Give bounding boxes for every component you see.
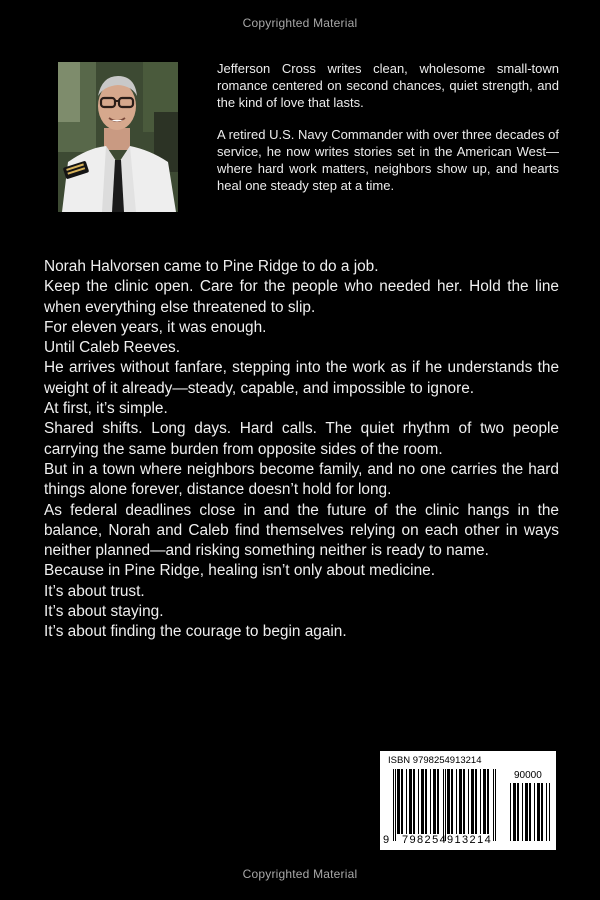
isbn-barcode <box>380 751 556 850</box>
barcode-digits-left: 798254 <box>402 834 448 846</box>
book-description <box>44 257 559 643</box>
blurb-line: As federal deadlines close in and the future of the clinic hangs in the balance, Norah and Caleb find themselves relying on each other in ways neither planned—and risking something neither is ready to name. <box>44 501 559 560</box>
author-bio-paragraph: Jefferson Cross writes clean, wholesome small-town romance centered on second chances, quiet strength, and the kind of love that lasts. <box>217 61 559 110</box>
blurb-line: He arrives without fanfare, stepping into the work as if he understands the weight of it already—steady, capable, and impossible to ignore. <box>44 359 559 397</box>
author-bio-paragraph: A retired U.S. Navy Commander with over three decades of service, he now writes stories set in the American West—where hard work matters, neighbors show up, and hearts heal one steady step at a time. <box>217 127 559 193</box>
blurb-line: At first, it’s simple. <box>44 400 168 418</box>
blurb-line: Because in Pine Ridge, healing isn’t only about medicine. <box>44 562 435 580</box>
price-code: 90000 <box>514 770 542 781</box>
blurb-line: Shared shifts. Long days. Hard calls. The quiet rhythm of two people carrying the same burden from opposite sides of the room. <box>44 420 559 458</box>
isbn-label: ISBN 9798254913214 <box>388 755 482 766</box>
copyright-watermark-top: Copyrighted Material <box>242 16 358 30</box>
blurb-line: It’s about finding the courage to begin again. <box>44 623 347 641</box>
copyright-watermark-bottom: Copyrighted Material <box>242 867 358 881</box>
blurb-line: Norah Halvorsen came to Pine Ridge to do a job. <box>44 258 379 275</box>
author-portrait-image <box>58 62 178 212</box>
blurb-line: Keep the clinic open. Care for the people who needed her. Hold the line when everything else threatened to slip. <box>44 278 559 316</box>
barcode-digit-first: 9 <box>383 834 391 846</box>
blurb-line: But in a town where neighbors become family, and no one carries the hard things alone forever, distance doesn’t hold for long. <box>44 460 559 499</box>
author-photo <box>58 62 178 212</box>
blurb-line: It’s about staying. <box>44 603 164 621</box>
author-bio <box>217 60 559 209</box>
blurb-line: Until Caleb Reeves. <box>44 339 181 357</box>
blurb-line: For eleven years, it was enough. <box>44 318 267 336</box>
barcode-digits-right: 913214 <box>447 834 493 846</box>
blurb-line: It’s about trust. <box>44 582 145 600</box>
